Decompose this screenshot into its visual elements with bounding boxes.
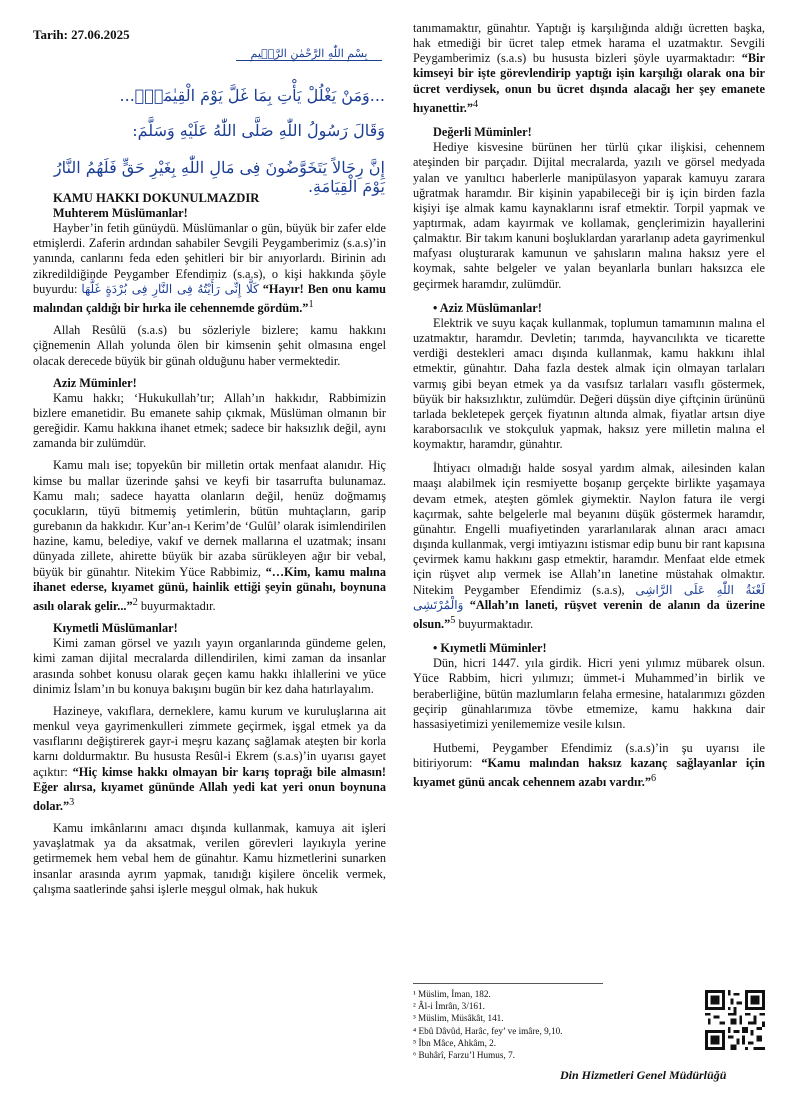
paragraph: Kamu imkânlarını amacı dışında kullanmak, kamuya ait işleri yavaşlatmak ya da aksatmak, verilen görevleri layıkıyla yerine getirmemek hem vebal hem de günahtır. Kamu hizmetlerini sunarken insanlar arasında ayrım yapmak, tanıdığı kişilere öncelik vermek, çalışma saatlerinde şahsi işlerle meşgul olmak, hak hukuk [33,821,386,896]
hadith-quote: “Bir kimseyi bir işte görevlendirip yaptığı işin karşılığı olarak ona bir ücret verdiysek, onun bu ücret dışında alacağı her şey emanete hıyanettir.” [413,51,765,115]
sermon-title: KAMU HAKKI DOKUNULMAZDIR [53,191,260,205]
footnote: ⁴ Ebû Dâvûd, Harâc, fey’ ve imâre, 9,10. [413,1025,563,1036]
verse-quote: “…Kim, kamu malına ihanet ederse, kıyamet günü, hainlik ettiği şeyin günahı, boynuna asılı olarak gelir...” [33,564,386,613]
paragraph-text: Hutbemi, Peygamber Efendimiz (s.a.s)’in şu uyarısı ile bitiriyorum: [413,741,765,771]
paragraph [413,461,765,632]
signature: Din Hizmetleri Genel Müdürlüğü [560,1068,727,1082]
paragraph: Allah Resûlü (s.a.s) bu sözleriyle bizlere; kamu hakkını çiğnemenin Allah yolunda ölen bir kimsenin şehit olmasına engel olacak derecede büyük bir günah olduğunu haber vermektedir. [33,323,386,368]
heading-aziz-muslumanlar: • Aziz Müslümanlar! [413,301,765,316]
footnote-ref: 3 [69,796,75,808]
arabic-verse-1: ...وَمَنْ يَغْلُلْ يَأْتِ بِمَا غَلَّ يَوْمَ الْقِيٰمَةِۚ... [119,86,385,105]
paragraph [413,21,765,116]
paragraph-text: Hayber’in fetih günüydü. Müslümanlar o gün, büyük bir zafer elde etmişlerdi. Zaferin ardından sahabiler Sevgili Peygamberimiz (s.a.s)’in yanında, canlarını feda eden şehitleri bir bir anıyorlardı. Birinin adı zikredildiğinde Peygamber Efendimiz (s.a.s), o kişi hakkında şöyle buyurdu: [33,221,386,296]
footnote-ref: 4 [473,98,479,110]
left-column [33,191,386,897]
paragraph-text: Kamu malı ise; topyekûn bir milletin ortak menfaat alanıdır. Hiç kimse bu mallar üzerinde şahsi ve keyfi bir tasarrufta bulunamaz. Kamu malı; sadece hayatta olanların değil, henüz doğmamış çocukların, tüyü bitmemiş yetimlerin, bütün muhtaçların, garip gurebanın da hakkıdır. Kur’an-ı Kerim’de ‘Gulûl’ olarak isimlendirilen hazine, kamu, belediye, vakıf ve dernek mallarına el uzatmak; insanı dünyada zillete, ahirette büyük bir azaba sürükleyen ağır bir vebal, büyük bir günahtır. Nitekim Yüce Rabbimiz, [33,458,386,579]
paragraph-text: buyurmaktadır. [137,598,216,613]
arabic-inline: كَلَّا إِنِّى رَأَيْتُهُ فِى النَّارِ فِى بُرْدَةٍ غَلَّهَا [81,281,259,296]
footnote: ¹ Müslim, İman, 182. [413,989,491,999]
paragraph-text: Hazineye, vakıflara, derneklere, kamu kurum ve kuruluşlarına ait menkul veya gayrimenkulleri zimmete geçirmek, işgal etmek ya da vasıflarını değiştirerek gayr-i meşru kazanç sağlamak ateşten bir korla karnı doldurmaktır. Bu hususta Resûl-i Ekrem (s.a.s)’in uyarısı gayet açıktır: [33,703,386,779]
footnote: ² Âl-i İmrân, 3/161. [413,1001,485,1012]
footnotes [413,988,683,1061]
arabic-inline: لَعْنَةُ اللّٰهِ عَلَى الرَّاشِى وَالْمُرْتَشِى [413,582,765,612]
paragraph [33,458,386,614]
arabic-hadith: إِنَّ رِجَالاً يَتَخَوَّضُونَ فِى مَالِ اللّٰهِ بِغَيْرِ حَقٍّ فَلَهُمُ النَّارُ يَوْمَ الْقِيَامَةِ. [53,158,385,196]
right-column [413,21,765,791]
hadith-quote: “Allah’ın laneti, rüşvet verenin de alanın da üzerine olsun.” [413,597,765,631]
paragraph: Kimi zaman görsel ve yazılı yayın organlarında gündeme gelen, kimi zaman dijital mecralarda dillendirilen, kimi zaman da insanlar arasında sohbet konusu olarak geçen kamu hakkı ihlallerini ve yüce dinimiz İslam’ın bu konuya bakışını bugün bir kez daha hatırlayalım. [33,636,386,696]
basmala: بِسْمِ اللّٰهِ الرَّحْمٰنِ الرَّح۪يمِ [236,47,382,61]
footnote-ref: 2 [132,596,138,608]
hadith-quote: “Kamu malından haksız kazanç sağlayanlar için kıyamet günü ancak cehennem azabı vardır.” [413,756,766,790]
qr-code-icon [705,990,765,1050]
paragraph: Dün, hicri 1447. yıla girdik. Hicri yeni yılımız mübarek olsun. Yüce Rabbim, hicri yılımızı; ümmet-i Muhammed’in birlik ve beraberliğine, bütün mazlumların felaha ermesine, hatalarımızı gözden geçirip günahlarımıza tövbe etmemize, kamu hakkına dair hassasiyetimizi yenilememize vesile kılsın. [413,656,765,731]
footnote: ⁶ Buhârî, Farzu’l Humus, 7. [413,1050,515,1061]
paragraph: Kamu hakkı; ‘Hukukullah’tır; Allah’ın hakkıdır, Rabbimizin bizlere emanetidir. Bu emanete sahip çıkmak, Müslüman olmanın bir gereğidir. Kamu hakkına ihanet etmek; sadece bir haksızlık değil, aynı zamanda bir zulümdür. [33,390,386,451]
hadith-quote: “Hiç kimse hakkı olmayan bir karış toprağı bile almasın! Eğer alırsa, kıyamet gününde Allah yedi kat yeri onun boynuna dolar.” [33,764,387,813]
footnote: ⁵ İbn Mâce, Ahkâm, 2. [413,1037,497,1048]
paragraph-text: İhtiyacı olmadığı halde sosyal yardım almak, ailesinden kalan maaşı alabilmek için resmiyette boşanıp gerçekte birlikte yaşamaya devam etmek, ateşten gömlek giymektir. Naylon fatura ile vergi kaçırmak, sahte belgelerle mal beyanını düşük göstermek haramdır, günahtır. Engelli muafiyetinden yararlanılarak alınan aracı amacı dışında kullanmak, vergi imtiyazını istismar edip bunu bir rant kapısına çevirmek kamu hakkını gasp etmektir, haramdır. Menfaat elde etmek için rüşvet alıp vermek ise Allah’ın lanetine müstahak olmaktır. Nitekim Peygamber Efendimiz (s.a.s), [413,461,765,597]
heading-kiymetli-muslumanlar: Kıymetli Müslümanlar! [53,621,178,636]
date-label: Tarih: 27.06.2025 [33,27,130,42]
arabic-verse-2: وَقَالَ رَسُولُ اللّٰهِ صَلَّى اللّٰهُ عَلَيْهِ وَسَلَّمَ: [132,121,385,140]
paragraph: Hediye kisvesine bürünen her türlü çıkar ilişkisi, cehennem ateşinden bir parçadır. Dijital mecralarda, yazılı ve görsel medyada yalan ve yanıltıcı haberlerle manipülasyon yaparak kamuyu zarara uğratmak haramdır. Bir kişinin yapabileceği bir iş için birden fazla kişiyi işe almak kamu kaynaklarını israf etmektir. Torpil yapmak ve yaptırmak, adam kayırmak ve kollamak, gençlerimizin hayallerini çalmaktır. Bir takım kanuni boşluklardan yararlanıp adeta gayrimenkul mafyası oluşturarak kamunun ve şahısların malına haksız yere el koymak, sahte belgeler ve yalan beyanlarla bunları haksızca ele geçirmek haramdır, zulümdür. [413,140,765,291]
heading-aziz-mu-minler: Aziz Müminler! [53,375,137,390]
hadith-quote: “Hayır! Ben onu kamu malından çaldığı bir hırka ile cehennemde gördüm.” [33,281,386,316]
heading-kiymetli-muminler: • Kıymetli Müminler! [413,641,765,656]
paragraph [33,221,386,316]
paragraph-text: buyurmaktadır. [455,616,534,631]
footnote-ref: 1 [308,298,314,310]
heading-degerli-muminler: Değerli Müminler! [433,125,532,140]
paragraph-text: tanımamaktır, günahtır. Yaptığı iş karşılığında aldığı ücretten başka, hak etmediği bir ücret talep etmek harama el uzatmaktır. Sevgili Peygamberimiz (s.a.s) bu hususta bizleri şöyle uyarmaktadır: [413,21,765,66]
paragraph [413,741,765,791]
footnote-divider [413,983,603,984]
footnote-ref: 5 [450,614,456,626]
heading-muhterem: Muhterem Müslümanlar! [53,206,188,220]
footnote-ref: 6 [650,773,657,785]
paragraph: Elektrik ve suyu kaçak kullanmak, toplumun tamamının malına el uzatmaktır, haramdır. Devletin; tarımda, hayvancılıkta ve ticarette verdiği destekleri amacı dışında kullanmak, kamu hakkını ihlal etmektir, günahtır. Daha fazla destek almak için olmayan tarlaları varmış gibi beyan etmek ya da vasıfsız tarlaları vasıflı göstermek, büyük bir haksızlıktır, zulümdür. Değeri düşsün diye çiftçinin ürününü tarlada bekletерek gerçek fiyatının altında almak, fiyatlar artsın diye karaborsacılık ve stokçuluk yapmak, haksız yere milletin malına el koymaktır, haramdır, günahtır. [413,315,765,452]
paragraph [33,704,386,814]
footnote: ³ Müslim, Müsâkât, 141. [413,1013,504,1024]
